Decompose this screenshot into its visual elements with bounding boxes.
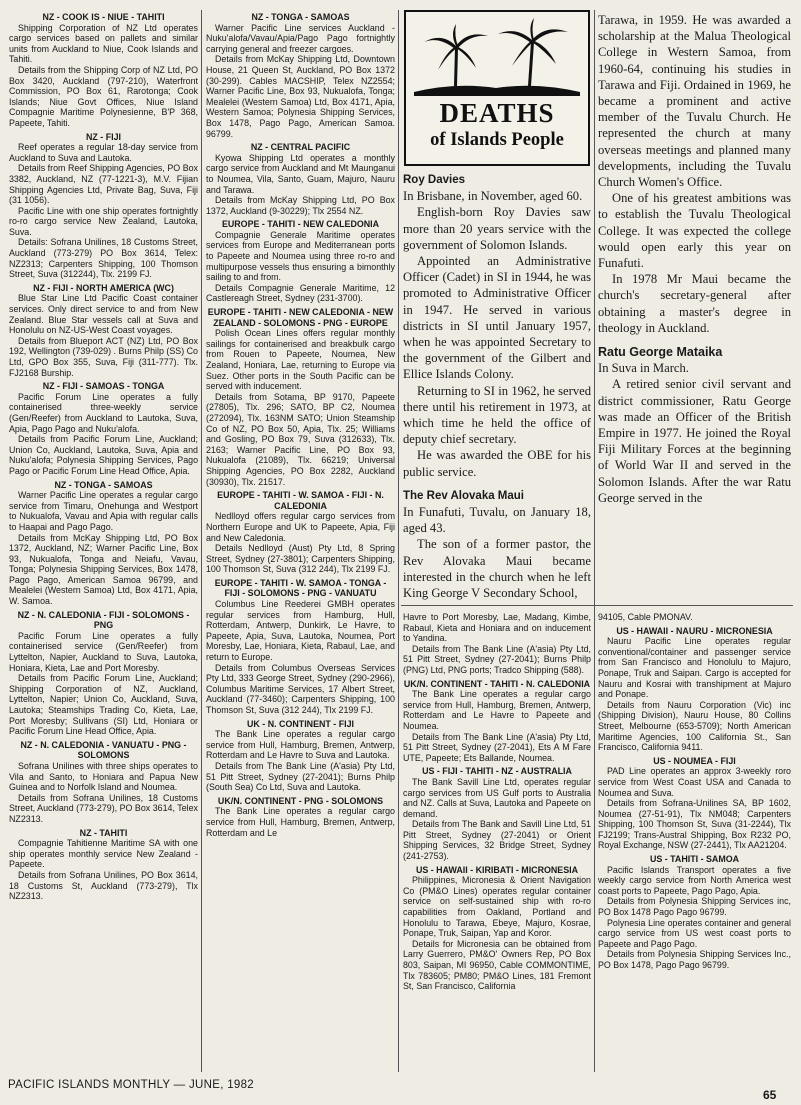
route-details: The Bank Line operates a regular cargo service from Hull, Hamburg, Bremen, Antwerp, Rotterdam and Le Havre to Papeete and Noumea. — [403, 689, 591, 731]
obituary-meta: In Brisbane, in November, aged 60. — [403, 189, 583, 204]
route-details: Pacific Line with one ship operates fortnightly ro-ro cargo service New Zealand, Lautoka, Suva. — [9, 205, 198, 237]
route-details: Details from Pacific Forum Line, Auckland; Union Co, Auckland, Lautoka, Suva, Apia and Nuku'alofa; Polynesia Shipping Services, Pago Pago or Pacific Forum Line Head Office, Apia. — [9, 434, 198, 476]
route-details: Compagnie Tahitienne Maritime SA with one ship operates monthly service New Zealand - Papeete. — [9, 838, 198, 870]
route-details: The Bank Savill Line Ltd, operates regular cargo services from US Gulf ports to Australia and NZ. Calls at Suva, Lautoka and Papeete on demand. — [403, 776, 591, 819]
route-details: Details from Sofrana Unilines, PO Box 3614, 18 Customs St, Auckland (773-279), Tlx NZ2313. — [9, 869, 198, 902]
route-details: Warner Pacific Line services Auckland - Nuku'alofa/Vavau/Apia/Pago Pago fortnightly carrying general and freezer cargoes. — [206, 22, 395, 54]
page-number: 65 — [763, 1088, 777, 1102]
route-heading: US - NOUMEA - FIJI — [653, 755, 736, 766]
palm-tree-left — [424, 24, 488, 86]
route-heading: US - HAWAII - NAURU - MICRONESIA — [616, 625, 773, 636]
route-heading: US - FIJI - TAHITI - NZ - AUSTRALIA — [422, 766, 572, 777]
route-details: Columbus Line Reederei GMBH operates regular services from Hamburg, Hull, Rotterdam, Antwerp, Dunkirk, Le Havre, to Papeete, Apia, Suva, Lautoka, Noumea, Port Moresby, Lae, Honiara, Kieta, Rabaul, Lae, and return to Europe. — [206, 599, 395, 663]
column-rule — [594, 10, 595, 1072]
obituary-paragraph: Returning to SI in 1962, he served there until his retirement in 1973, at which time he held the office of deputy chief secretary. — [403, 383, 591, 447]
logo-title: DEATHS — [439, 98, 555, 128]
route-heading: NZ - N. CALEDONIA - FIJI - SOLOMONS - PNG — [17, 609, 190, 631]
route-heading: EUROPE - TAHITI - W. SAMOA - TONGA - FIJI - SOLOMONS - PNG - VANUATU — [214, 577, 387, 599]
route-details: Details from Reef Shipping Agencies, PO Box 3382, Auckland, NZ (77-1221-3), M.V. Fijian Shipping Agencies Ltd, Private Bag, Suva, Fiji (31 1056). — [9, 163, 198, 206]
route-details: Details from The Bank Line (A'asia) Pty Ltd, 51 Pitt Street, Sydney (27-2041), Ets A M Fare UTE, Papeete; Ets Ballande, Noumea. — [403, 731, 591, 763]
obituary-paragraph: In 1978 Mr Maui became the church's secretary-general after obtaining a master's degree in theology in Auckland. — [598, 272, 791, 335]
route-details: Compagnie Generale Maritime operates services from Europe and Mediterranean ports to Papeete and Noumea using three ro-ro and multipurpose vessels thus ensuring a bimonthly sailing to and from. — [206, 229, 395, 283]
route-details: Pacific Islands Transport operates a five weekly cargo service from North America west coast ports to Papeete, Pago Pago, Apia. — [598, 864, 791, 896]
route-details: Kyowa Shipping Ltd operates a monthly cargo service from Auckland and Mt Maunganui to Noumea, Vila, Santo, Guam, Majuro, Nauru and Tarawa. — [206, 152, 395, 195]
section-rule — [401, 605, 793, 606]
route-details: Details from Nauru Corporation (Vic) inc (Shipping Division), Nauru House, 80 Collins Street, Melbourne (653-5709); North American Maritime Agencies, 100 California St., San Francisco, California 9411. — [598, 699, 791, 753]
obituary-name: The Rev Alovaka Maui — [403, 489, 525, 502]
column-rule — [201, 10, 202, 1072]
route-details: Details from Pacific Forum Line, Auckland; Shipping Corporation of NZ, Auckland, Lyttelton, Napier; Union Co, Auckland, Suva, Lautoka; Steamships Trading Co, Kieta, Lae, Port Moresby; Sullivans (SI) Ltd, Honiara or Pacific Forum Line Head Office, Apia. — [9, 673, 198, 737]
route-details: Details from The Bank Line (A'asia) Pty Ltd, 51 Pitt Street, Sydney (27-2041); Burns Philp (South Sea) Co Ltd, Suva and Lautoka. — [206, 760, 395, 793]
route-heading: NZ - CENTRAL PACIFIC — [250, 142, 351, 153]
route-details: Warner Pacific Line operates a regular cargo service from Timaru, Onehunga and Westport to Nukualofa, Vavau and Apia with regular calls to Haapai and Pago Pago. — [9, 490, 198, 532]
route-heading: NZ - FIJI - SAMOAS - TONGA — [42, 381, 165, 392]
obituary-paragraph: The son of a former pastor, the Rev Alovaka Maui became interested in the church when he left King George V Secondary School, — [403, 537, 591, 601]
route-details: Details: Sofrana Unilines, 18 Customs Street, Auckland (773-279) PO Box 3614, Telex: NZ2313; Carpenters Shipping, 100 Thomson Street, Suva (312244), Tlx. 2199 FJ. — [9, 237, 198, 280]
obituary-column-2 — [598, 12, 791, 602]
obituary-paragraph: Appointed an Administrative Officer (Cadet) in SI in 1944, he was promoted to Administrative Officer in 1947. He served in various districts in SI until January 1957, when he was appointed Secretary to the government of the Gilbert and Ellice Islands Colony. — [403, 254, 591, 382]
route-details: Details from McKay Shipping Ltd, PO Box 1372, Auckland (9-30229); Tlx 2554 NZ. — [206, 195, 395, 216]
route-details: Nauru Pacific Line operates regular conventional/container and passenger service from San Francisco and Honolulu to Majuro, Ponape, Truk and Saipan. Cargo is accepted for Nauru and Kosrai with transhipment at Majuro and Ponape. — [598, 636, 791, 700]
route-heading: EUROPE - TAHITI - NEW CALEDONIA — [221, 219, 380, 230]
route-heading: NZ - TONGA - SAMOAS — [54, 479, 153, 490]
route-details: PAD Line operates an approx 3-weekly roro service from West Coast USA and Canada to Noumea and Suva. — [598, 766, 791, 798]
route-details: Details from Sotama, BP 9170, Papeete (27805), Tlx. 296; SATO, BP C2, Noumea (272094), Tlx. 163NM SATO; Union Steamship Co of NZ, PO Box 50, Apia, Tlx. 25; Williams and Gosling, PO Box 79, Suva (312633), Tlx. 2163; Warner Pacific Line, PO Box 93, Nukualofa (21089), Tlx. 66219; Universal Shipping Agencies, PO Box 2282, Auckland (30930), Tlx. 21517. — [206, 391, 395, 487]
obituary-meta: In Funafuti, Tuvalu, on January 18, aged 43. — [403, 505, 591, 536]
obituary-paragraph — [598, 12, 791, 190]
route-heading: UK/N. CONTINENT - PNG - SOLOMONS — [217, 795, 384, 806]
route-heading: NZ - FIJI - NORTH AMERICA (WC) — [33, 282, 174, 293]
route-details: Details from Polynesia Shipping Services inc, PO Box 1478 Pago Pago 96799. — [598, 896, 791, 918]
island-ground — [414, 86, 580, 96]
route-details: Details from McKay Shipping Ltd, PO Box 1372, Auckland, NZ; Warner Pacific Line, Box 93, Nukualofa, Tonga and Neiafu, Vavau, Tonga; Polynesia Shipping Services, Box 1478, Pago Pago, American Samoa 96799, and Mealelei (Western Samoa) Ltd, Box 4171, Apia, W. Samoa. — [9, 532, 198, 607]
route-heading: NZ - TONGA - SAMOAS — [251, 12, 350, 22]
route-details: Polish Ocean Lines offers regular monthly sailings for containerised and breakbulk cargo from Rouen to Papeete, Noumea, New Zealand, Honiara, Lae, returning to Europe via Suez. Other ports in the South Pacific can be served with inducement. — [206, 328, 395, 392]
route-details: Details from Blueport ACT (NZ) Ltd, PO Box 192, Wellington (739-029) . Burns Philp (SS) Co Ltd, GPO Box 355, Suva, Fiji (311-777). Tlx. FJ2168 Burship. — [9, 335, 198, 378]
shipping-column-1 — [9, 12, 198, 1070]
route-heading: NZ - FIJI — [85, 131, 121, 142]
route-heading: UK - N. CONTINENT - FIJI — [247, 718, 354, 729]
route-details: The Bank Line operates a regular cargo service from Hull, Hamburg, Bremen, Antwerp, Rotterdam and Le — [206, 806, 395, 838]
route-details: Polynesia Line operates container and general cargo service from US west coast ports to Papeete and Pago Pago. — [598, 917, 791, 949]
route-details: The Bank Line operates a regular cargo service from Hull, Hamburg, Bremen, Antwerp, Rotterdam and Le Havre to Suva and Lautoka. — [206, 729, 395, 761]
route-details: Details from the Shipping Corp of NZ Ltd, PO Box 3420, Auckland (797-210), Waterfront Commission, PO Box 61, Rarotonga; Cook Islands; Niue Govt Offices, Niue Island Compagnie Maritime Polynesienne, B'P 368, Papeete, Tahiti. — [9, 64, 198, 128]
route-details: Details from McKay Shipping Ltd, Downtown House, 21 Queen St, Auckland, PO Box 1372 (30-299). Cables MACSHIP, Telex NZ2554; Warner Pacific Line, Box 93, Nukualofa, Tonga; Mealelei (Western Samoa) Ltd, Box 4171, Apia, Western Samoa; Polynesia Shipping Services, Box 1478, Pago Pago, American Samoa. 96799. — [206, 54, 395, 139]
logo-subtitle: of Islands People — [430, 130, 564, 150]
route-details: Details from Polynesia Shipping Services Inc., PO Box 1478, Pago Pago 96799. — [598, 949, 791, 970]
route-details: Details from Columbus Overseas Services Pty Ltd, 333 George Street, Sydney (290-2966), Columbus Maritime Services, 17 Albert Street, Auckland (77-3460); Carpenters Shipping, 100 Thomson St, Suva (312 244), Tlx 2199 FJ. — [206, 662, 395, 715]
shipping-column-4 — [598, 612, 791, 1070]
route-heading: UK/N. CONTINENT - TAHITI - N. CALEDONIA — [403, 678, 591, 689]
route-heading: NZ - TAHITI — [79, 827, 128, 838]
route-details: 94105, Cable PMONAV. — [598, 612, 693, 622]
column-rule — [398, 10, 399, 1072]
obituary-paragraph: He was awarded the OBE for his public service. — [403, 448, 591, 479]
obituary-paragraph: A retired senior civil servant and district commissioner, Ratu George was made an Officer of the British Empire in 1977. He joined the Royal Fiji Military Forces at the beginning of World War II and served in the Solomon Islands. After the war Ratu George served in the — [598, 377, 791, 505]
obituary-paragraph: One of his greatest ambitions was to establish the Tuvalu Theological College. It was expected the college would open early this year on Funafuti. — [598, 191, 791, 271]
obituary-name: Ratu George Mataika — [598, 345, 723, 360]
route-details: Shipping Corporation of NZ Ltd operates cargo services based on pallets and similar units from Auckland to Niue, Cook Islands and Tahiti. — [9, 22, 198, 65]
obituary-meta: In Suva in March. — [598, 361, 689, 376]
route-heading: NZ - COOK IS - NIUE - TAHITI — [42, 12, 165, 22]
route-details: Details from Sofrana-Unilines SA, BP 1602, Noumea (27-51-91), Tlx NM048; Carpenters Shipping, 100 Thomson St, Suva (31-2244), Tlx FJ2199; Trans-Austral Shipping, Box R232 PO, Royal Exchange, NSW (27-2441), Tlx AA21204. — [598, 798, 791, 851]
route-details: Details for Micronesia can be obtained from Larry Guerrero, PM&O' Owners Rep, PO Box 803, Saipan, MI 96950, Cable COMMONTIME, Tlx 783605; PM80; PM&O Lines, 181 Fremont St, San Francisco, California — [403, 938, 591, 992]
route-heading: NZ - N. CALEDONIA - VANUATU - PNG - SOLOMONS — [20, 739, 187, 761]
route-details: Philippines, Micronesia & Orient Navigation Co (PM&O Lines) operates regular container service on self-sustained ship with ro-ro capabilities from Oakland, Portland and Honolulu to Tarawa, Ebeye, Majuro, Kosrae, Ponape, Truk, Saipan, Yap and Koror. — [403, 875, 591, 939]
footer-masthead: PACIFIC ISLANDS MONTHLY — JUNE, 1982 — [8, 1079, 254, 1091]
route-heading: US - TAHITI - SAMOA — [649, 854, 740, 865]
route-details: Pacific Forum Line operates a fully containerised service (Gen/Reefer) from Lyttelton, Napier, Auckland to Suva, Lautoka, Honiara, Kieta, Lae and Port Moresby. — [9, 630, 198, 673]
route-details: Havre to Port Moresby, Lae, Madang, Kimbe, Rabaul, Kieta and Honiara and on inducement to Yandina. — [403, 612, 591, 644]
shipping-column-2 — [206, 12, 395, 1070]
obituary-name: Roy Davies — [403, 174, 466, 186]
route-details: Details Compagnie Generale Maritime, 12 Castlereagh Street, Sydney (231-3700). — [206, 282, 395, 304]
obituary-paragraph-continuation: Tarawa, in 1959. He was awarded a scholarship at the Malua Theological College in Western Samoa, from 1960-64, continuing his studies in Tarawa and Fiji. Ordained in 1969, he became a prominent and active member of the Tuvalu Church. He represented the church at many overseas meetings and planned many developments, including the Tuvalu Church Women's Office. — [598, 13, 791, 190]
obituary-paragraph: English-born Roy Davies saw more than 20 years service with the government of Solomon Islands. — [403, 205, 591, 252]
route-details: Sofrana Unilines with three ships operates to Vila and Santo, to Honiara and Papua New Guinea and to Norfolk Island and Noumea. — [9, 760, 198, 793]
route-details: Details from The Bank and Savill Line Ltd, 51 Pitt Street, Sydney (27-2041) or Orient Shipping Services, 32 Bridge Street, Sydney (241-2753). — [403, 819, 591, 862]
route-heading: EUROPE - TAHITI - NEW CALEDONIA - NEW ZEALAND - SOLOMONS - PNG - EUROPE — [207, 307, 394, 328]
shipping-column-3 — [403, 612, 591, 1070]
route-details: Details from The Bank Line (A'asia) Pty Ltd, 51 Pitt Street, Sydney (27-2041); Burns Philp (PNG) Ltd, PNG ports; Tradco Shipping (588). — [403, 643, 591, 675]
deaths-of-islands-people-logo — [404, 10, 590, 166]
route-details: Blue Star Line Ltd Pacific Coast container services. Only direct service to and from New Zealand. Blue Star vessels call at Suva and Honolulu on NZ-US-West Coast voyages. — [9, 293, 198, 336]
route-heading: EUROPE - TAHITI - W. SAMOA - FIJI - N. CALEDONIA — [217, 490, 384, 511]
route-details: Details from Sofrana Unilines, 18 Customs Street, Auckland (773-279), PO Box 3614, Telex NZ2313. — [9, 792, 198, 824]
route-details: Reef operates a regular 18-day service from Auckland to Suva and Lautoka. — [9, 142, 198, 163]
route-heading: US - HAWAII - KIRIBATI - MICRONESIA — [415, 864, 579, 875]
palm-tree-right — [498, 18, 568, 86]
route-details: Pacific Forum Line operates a fully containerised three-weekly service (Gen/Reefer) from Auckland to Lautoka, Suva, Apia, Pago Pago and Nuku'alofa. — [9, 391, 198, 434]
route-details: Nedlloyd offers regular cargo services from Northern Europe and UK to Papeete, Apia, Fiji and New Caledonia. — [206, 511, 395, 543]
route-details: Details Nedlloyd (Aust) Pty Ltd, 8 Spring Street, Sydney (27-3801); Carpenters Shipping, 100 Thomson St, Suva (312 244), Tlx 2199 FJ. — [206, 543, 395, 575]
obituary-column-1 — [403, 172, 591, 602]
